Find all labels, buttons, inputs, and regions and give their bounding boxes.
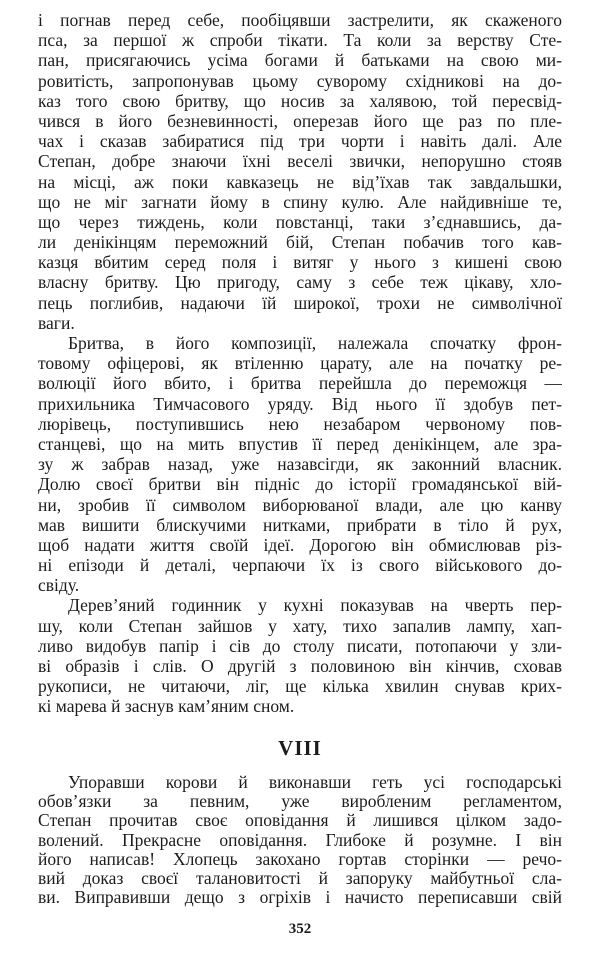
text-line: волюції його вбито, і бритва перейшла до переможця — [38,373,562,394]
text-line: ли денікінцям переможний бій, Степан побачив того кав- [38,232,562,253]
text-line: Упоравши корови й виконавши геть усі господарські [68,773,562,792]
text-line: каз того свою бритву, що носив за халявою, той пересвід- [38,90,562,111]
text-line: Дерев’яний годинник у кухні показував на чверть пер- [68,595,562,616]
text-line: Степан, добре знаючи їхні веселі звички, непорушно стояв [38,151,562,172]
paragraph [38,333,562,595]
text-line: мав вишити блискучими нитками, прибрати в тіло й рух, [38,514,562,535]
text-line: станцеві, що на мить впустив її перед денікінцем, але зра- [38,433,562,454]
text-line: Степан прочитав своє оповідання й лишився цілком задо- [38,811,562,831]
text-line: ві образів і слів. О другій з половиною він кінчив, сховав [38,656,562,676]
text-line: люрівець, поступившись нею незабаром червоному пов- [38,413,562,434]
text-line: пан, присягаючись усіма богами й батьками на свою ми- [38,50,562,71]
text-line: вий доказ своєї талановитості й запоруку майбутньої сла- [38,868,562,888]
text-line: пець поглибив, надаючи їй широкої, трохи не символічної [38,292,562,313]
text-line: власну бритву. Цю пригоду, саму з себе теж цікаву, хло- [38,272,562,293]
paragraph [38,595,562,716]
text-line: Бритва, в його композиції, належала спочатку фрон- [68,333,562,353]
text-line: чах і сказав забиратися під три чорти і навіть далі. Але [38,131,562,152]
text-line: казця вбитим серед поля і витяг у нього з кишені свою [38,252,562,273]
text-line: що через тиждень, коли повстанці, таки з’єднавшись, да- [38,211,562,232]
text-line: ви. Виправивши дещо з огріхів і начисто переписавши свій [38,888,562,908]
text-line: прихильника Тимчасового уряду. Від нього її здобув пет- [38,393,562,414]
text-line: ливо видобув папір і сів до столу писати, потопаючи у зли- [38,635,562,656]
text-block-bottom [38,773,562,907]
text-line: кі марева й заснув кам’яним сном. [38,696,295,717]
text-line: рукописи, не читаючи, ліг, ще кілька хвилин снував крих- [38,676,562,697]
text-line: волений. Прекрасне оповідання. Глибоке й розумне. І він [38,830,562,850]
text-line: ровитість, запропонував цьому суворому східникові на до- [38,70,562,91]
chapter-heading: VIII [278,736,322,760]
text-line: товому офіцерові, як втіленню царату, але на початку ре- [38,353,562,374]
text-block-top [38,10,562,717]
text-line: на місці, аж поки кавказець не від’їхав так завдальшки, [38,171,562,192]
text-line: свіду. [38,575,80,596]
paragraph [38,773,562,907]
text-line: щоб надати життя своїй ідеї. Дорогою він обмислював різ- [38,534,562,555]
text-line: і погнав перед себе, пообіцявши застрелити, як скаженого [38,10,562,30]
text-line: що не міг загнати йому в спину кулю. Але найдивніше те, [38,191,562,212]
page-number: 352 [288,921,312,937]
text-line: його написав! Хлопець закохано гортав сторінки — речо- [38,849,562,869]
text-line: пса, за першої ж спроби тікати. Та коли за верству Сте- [38,30,562,51]
text-line: шу, коли Степан зайшов у хату, тихо запалив лампу, хап- [38,615,562,636]
text-line: ваги. [38,312,75,333]
text-line: ні епізоди й деталі, черпаючи їх із свого військового до- [38,555,562,576]
text-line: чився в його безневинності, оперезав його ще раз по пле- [38,110,562,131]
text-line: Долю своєї бритви він підніс до історії громадянської вій- [38,474,562,495]
text-line: ни, зробив її символом виборюваної влади, але цю канву [38,494,562,515]
paragraph [38,10,562,333]
text-line: обов’язки за певним, уже виробленим регламентом, [38,792,562,812]
text-line: зу ж забрав назад, уже назавсігди, як законний власник. [38,454,562,475]
